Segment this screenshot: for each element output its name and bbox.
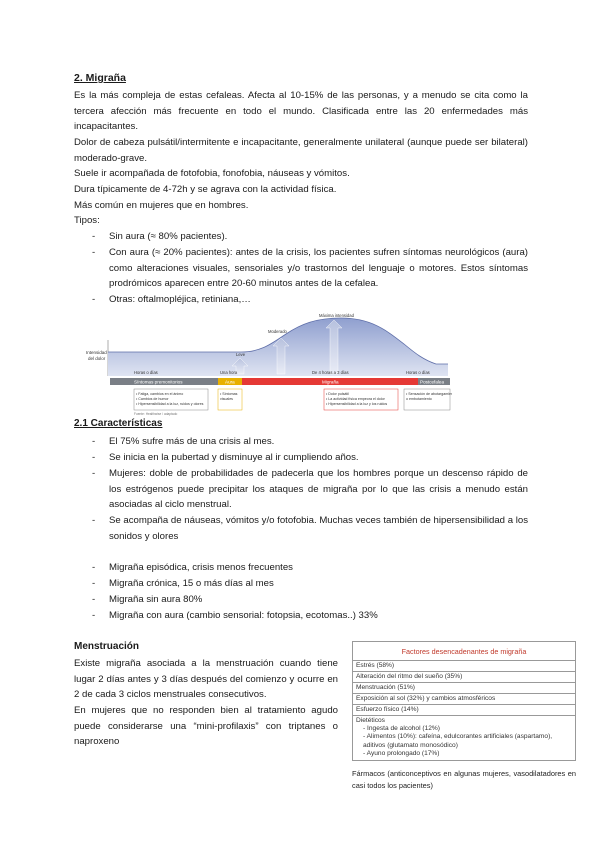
menstruation-title: Menstruación xyxy=(74,641,140,652)
phase-label: Migraña xyxy=(322,379,339,385)
phase-box-postdrome xyxy=(404,389,452,410)
sex-paragraph: Más común en mujeres que en hombres. xyxy=(74,200,249,211)
list-item: - Sin aura (≈ 80% pacientes). xyxy=(92,231,228,242)
migraine-phases-diagram xyxy=(86,312,452,416)
dietary-label: Dietéticos xyxy=(356,717,385,724)
phase-label: Postcefalea xyxy=(420,379,445,385)
list-item: - Mujeres: doble de probabilidades de padecerla que los hombres porque un descenso rápido de los estrógenos puede precipitar los ataques de migraña por lo que las crisis a menudo están asociadas al ciclo menstrual. xyxy=(92,468,528,511)
types-label: Tipos: xyxy=(74,215,100,226)
svg-text:• Sensación de abotargamiento: • Sensación de abotargamiento xyxy=(406,392,452,396)
y-axis-label: Intensidad xyxy=(86,350,107,355)
table-row: Alteración del ritmo del sueño (35%) xyxy=(353,672,575,683)
svg-text:visuales: visuales xyxy=(220,397,233,401)
phase-label: Aura xyxy=(225,379,235,385)
table-row: Esfuerzo físico (14%) xyxy=(353,705,575,716)
table-row: Exposición al sol (32%) y cambios atmosféricos xyxy=(353,694,575,705)
menstruation-paragraph: Existe migraña asociada a la menstruación cuando tiene lugar 2 días antes y 3 días después del comienzo y ocurre en 2 de cada 3 ciclos menstruales consecutivos. xyxy=(74,658,338,701)
phase-label: Síntomas premonitorios xyxy=(134,379,183,385)
level-mild-label: Leve xyxy=(236,352,246,357)
list-item: - Se inicia en la pubertad y disminuye al ir cumpliendo años. xyxy=(92,452,359,463)
phase-box-premonitory xyxy=(134,389,208,410)
svg-text:• Hipersensibilidad a la luz,: • Hipersensibilidad a la luz, ruidos y olores xyxy=(136,402,204,406)
pain-paragraph: Dolor de cabeza pulsátil/intermitente e incapacitante, generalmente unilateral (aunque puede ser bilateral) moderado-grave. xyxy=(74,137,528,164)
level-moderate-label: Moderado xyxy=(268,329,287,334)
svg-text:• Hipersensibilidad a la luz y: • Hipersensibilidad a la luz y los ruidos xyxy=(326,402,388,406)
dietary-item: - Ayuno prolongado (17%) xyxy=(363,750,440,758)
list-item: - Migraña con aura (cambio sensorial: fotopsia, ecotomas..) 33% xyxy=(92,610,378,621)
duration-label: Horas o días xyxy=(406,370,430,375)
section-2-title: 2. Migraña xyxy=(74,72,126,84)
svg-text:• La actividad física empeora: • La actividad física empeora el dolor xyxy=(326,397,385,401)
dietary-item: - Ingesta de alcohol (12%) xyxy=(363,725,440,732)
svg-text:o embotamiento: o embotamiento xyxy=(406,397,432,401)
list-item: - Se acompaña de náuseas, vómitos y/o fotofobia. Muchas veces también de hipersensibilidad a los sonidos y olores xyxy=(92,515,528,542)
duration-label: Una hora xyxy=(220,370,238,375)
list-item: - Otras: oftalmopléjica, retiniana,… xyxy=(92,294,251,305)
list-item: - Migraña sin aura 80% xyxy=(92,594,203,605)
level-max-label: Máxima intensidad xyxy=(319,313,354,318)
table-row-dietary xyxy=(353,716,575,760)
svg-text:• Síntomas: • Síntomas xyxy=(220,392,238,396)
list-item: - Migraña crónica, 15 o más días al mes xyxy=(92,578,274,589)
triggers-table-title: Factores desencadenantes de migraña xyxy=(353,642,575,661)
diagram-footnote: Fuente: Healthwise / adaptado xyxy=(134,412,178,416)
drugs-note: Fármacos (anticonceptivos en algunas mujeres, vasodilatadores en casi todos los pacientes) xyxy=(352,769,576,790)
duration-paragraph: Dura típicamente de 4-72h y se agrava con la actividad física. xyxy=(74,184,337,195)
curve-label: Fases de la migraña xyxy=(116,344,158,349)
table-row: Menstruación (51%) xyxy=(353,683,575,694)
menstruation-paragraph: En mujeres que no responden bien al tratamiento agudo puede considerarse una “mini-profilaxis” con triptanes o naproxeno xyxy=(74,705,338,748)
list-item: - Migraña episódica, crisis menos frecuentes xyxy=(92,562,293,573)
dietary-item: - Alimentos (10%): cafeína, edulcorantes artificiales (aspartamo), aditivos (glutamato monosódico) xyxy=(363,733,553,749)
list-item: - El 75% sufre más de una crisis al mes. xyxy=(92,436,275,447)
y-axis-label: del dolor xyxy=(88,356,106,361)
phase-box-aura xyxy=(218,389,242,410)
duration-label: De 4 horas a 3 días xyxy=(312,370,349,375)
list-item: - Con aura (≈ 20% pacientes): antes de la crisis, los pacientes sufren síntomas neurológicos (aura) como alteraciones visuales, sensoriales y/o trastornos del lenguaje o motores. Estos síntomas prodrómicos aparecen entre 20-60 minutos antes de la cefalea. xyxy=(92,247,528,290)
accompany-paragraph: Suele ir acompañada de fotofobia, fonofobia, náuseas y vómitos. xyxy=(74,168,350,179)
svg-text:• Fatiga, cambios en el ánimo: • Fatiga, cambios en el ánimo xyxy=(136,392,184,396)
svg-text:• Dolor pulsátil: • Dolor pulsátil xyxy=(326,392,350,396)
duration-label: Horas o días xyxy=(134,370,158,375)
section-2-1-title: 2.1 Características xyxy=(74,418,163,429)
table-row: Estrés (58%) xyxy=(353,661,575,672)
intro-paragraph: Es la más compleja de estas cefaleas. Afecta al 10-15% de las personas, y a menudo se cita como la tercera afección más frecuente en todo el mundo. Clasificada entre las 20 enfermedades más incapacitantes. xyxy=(74,90,528,133)
phase-box-migraine xyxy=(324,389,398,410)
svg-text:• Cambios de humor: • Cambios de humor xyxy=(136,397,169,401)
triggers-table xyxy=(352,641,576,761)
